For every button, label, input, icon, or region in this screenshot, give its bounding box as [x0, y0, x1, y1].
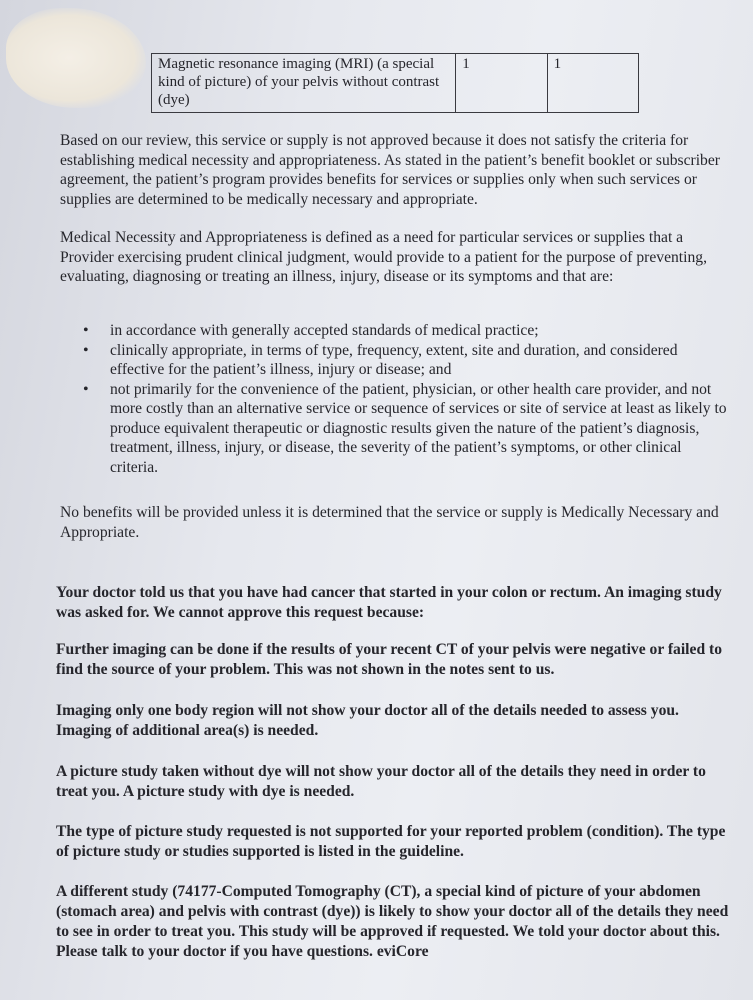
table-row	[152, 54, 639, 113]
reason-one-region: Imaging only one body region will not show your doctor all of the details needed to assess you. Imaging of additional area(s) is needed.	[56, 702, 679, 739]
criteria-list	[80, 321, 730, 477]
reason-no-dye: A picture study taken without dye will not show your doctor all of the details they need in order to treat you. A picture study with dye is needed.	[56, 763, 706, 800]
service-table	[151, 53, 639, 113]
reason-further-imaging: Further imaging can be done if the results of your recent CT of your pelvis were negative or failed to find the source of your problem. This was not shown in the notes sent to us.	[56, 641, 722, 678]
review-paragraph: Based on our review, this service or supply is not approved because it does not satisfy the criteria for establishing medical necessity and appropriateness. As stated in the patient’s benefit booklet or subscriber agreement, the patient’s program provides benefits for services or supplies only when such services or supplies are determined to be medically necessary and appropriate.	[60, 132, 720, 208]
reviewed-quantity: 1	[547, 54, 638, 113]
reason-intro: Your doctor told us that you have had cancer that started in your colon or rectum. An imaging study was asked for. We cannot approve this request because:	[56, 584, 722, 621]
definition-paragraph: Medical Necessity and Appropriateness is defined as a need for particular services or supplies that a Provider exercising prudent clinical judgment, would provide to a patient for the purpose of preventing, evaluating, diagnosing or treating an illness, injury, disease or its symptoms and that are:	[60, 229, 707, 285]
no-benefits-paragraph: No benefits will be provided unless it is determined that the service or supply is Medically Necessary and Appropriate.	[60, 504, 719, 541]
service-description: Magnetic resonance imaging (MRI) (a special kind of picture) of your pelvis without contrast (dye)	[152, 54, 456, 113]
reason-not-supported: The type of picture study requested is not supported for your reported problem (condition). The type of picture study or studies supported is listed in the guideline.	[56, 823, 726, 860]
paper-patch	[6, 8, 146, 108]
requested-quantity: 1	[456, 54, 547, 113]
list-item: • not primarily for the convenience of the patient, physician, or other health care provider, and not more costly than an alternative service or sequence of services or site of service at least as likely to produce equivalent therapeutic or diagnostic results given the nature of the patient’s diagnosis, treatment, illness, injury, or disease, the severity of the patient’s symptoms, or other clinical criteria.	[80, 380, 730, 478]
reason-alternative: A different study (74177-Computed Tomography (CT), a special kind of picture of your abdomen (stomach area) and pelvis with contrast (dye)) is likely to show your doctor all of the details they need to see in order to treat you. This study will be approved if requested. We told your doctor about this. Please talk to your doctor if you have questions. eviCore	[56, 883, 729, 960]
list-item: • in accordance with generally accepted standards of medical practice;	[80, 321, 730, 341]
list-item: • clinically appropriate, in terms of type, frequency, extent, site and duration, and considered effective for the patient’s illness, injury or disease; and	[80, 341, 730, 380]
